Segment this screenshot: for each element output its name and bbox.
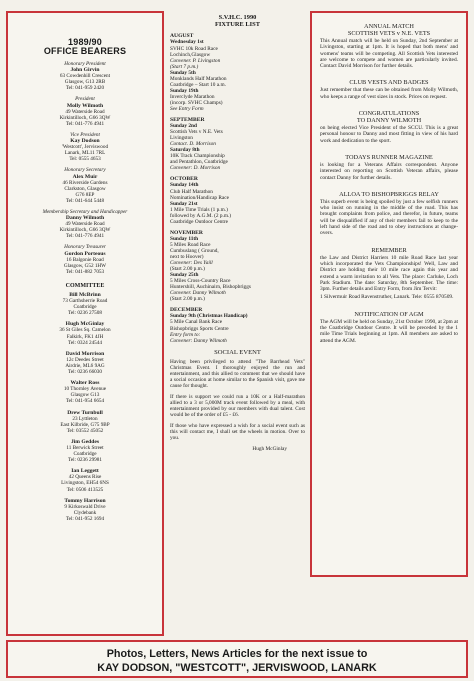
office-bearers-title — [14, 38, 156, 56]
committee-member-name: Bill McBrinn — [69, 292, 101, 298]
committee-member-address-line: Coatbridge — [73, 304, 97, 311]
fixture-line: Livingston — [170, 135, 193, 142]
fixture-month: DECEMBER — [170, 307, 203, 314]
office-bearer-address-line: Glasgow, G52 1HW — [63, 262, 107, 269]
committee-member-address-line: Falkirk, FK1 4JH — [66, 333, 104, 340]
office-bearer-role: President — [75, 96, 95, 103]
fixture-line: Scottish Vets v N.E. Vets — [170, 129, 223, 136]
office-bearer-name: Kay Dodson — [70, 138, 100, 145]
news-heading: REMEMBER — [371, 246, 407, 254]
fixture-date: Sunday 5th — [170, 69, 196, 76]
committee-title: COMMITTEE — [65, 282, 105, 289]
fixture-convener: See Entry Form — [170, 105, 204, 112]
office-bearer-address-line: Kirkintilloch, G66 3QW — [59, 227, 111, 234]
committee-member — [14, 321, 156, 345]
committee-member-name: Drew Turnbull — [67, 409, 103, 416]
fixture-line: (Start 2.00 p.m.) — [170, 296, 205, 303]
fixture-convener: Convener: D. Morrison — [170, 165, 221, 172]
office-bearer-role: Honorary President — [64, 61, 106, 67]
fixture-date: Sunday 25th — [170, 272, 199, 279]
committee-member — [14, 292, 156, 316]
news-heading: CLUB VESTS AND BADGES — [349, 79, 429, 87]
fixture-month: SEPTEMBER — [170, 117, 205, 124]
fixture-title-text: FIXTURE LIST — [215, 21, 260, 29]
fixture-line: Lochinch,Glasgow — [170, 51, 211, 58]
news-body: The AGM will be held on Sunday, 21st October 1990, at 2pm at the Coatbridge Outdoor Centre. It will be preceded by the 1 mile Time Trials beginning at 1pm. All members are asked to attend the AGM. — [320, 318, 458, 344]
office-bearer-address-line: Clarkston, Glasgow — [64, 185, 106, 192]
fixture-line: Huntershill, Auchinairn, Bishopbriggs — [170, 284, 251, 291]
committee-member-address-line: Tel: 03552 45052 — [66, 427, 104, 434]
fixture-line: 1 Mile Time Trials (1 p.m.) — [170, 206, 228, 213]
committee-member-address-line: 10 Thornley Avenue — [63, 386, 107, 393]
office-bearer-role: Honorary Secretary — [64, 167, 106, 174]
fixture-line: and Pentathlon, Coatbridge — [170, 159, 228, 166]
news-panel — [310, 11, 468, 577]
committee-member-name: Jim Geddes — [70, 438, 100, 445]
office-bearer-block — [14, 167, 156, 204]
fixture-date: Saturday 8th — [170, 147, 200, 154]
fixture-date: Sunday 2nd — [170, 123, 197, 130]
footer-line-1: Photos, Letters, News Articles for the next issue to — [106, 648, 368, 660]
committee-member-address-line: 9 Kirkoswald Drive — [64, 503, 106, 510]
committee-member — [14, 439, 156, 463]
news-body: This superb event is being spoiled by just a few selfish runners who insist on running in the middle of the road. This has brought complaints from police, and therefor, in future, teams will be disqualified if any of their members fail to keep to the left hand side of the road and to obey instructions at change-overs. — [320, 198, 458, 237]
fixture-line: Monklands Half Marathon — [170, 75, 227, 82]
news-heading: ALLOA TO BISHOPBRIGGS RELAY — [339, 190, 439, 198]
fixture-entry — [170, 147, 305, 171]
office-bearer-address-line: Kirkintilloch, G66 3QW — [59, 114, 111, 121]
committee-member — [14, 380, 156, 404]
fixture-list — [170, 33, 305, 343]
committee-member-address-line: Coatbridge — [73, 451, 97, 458]
fixture-convener: Convener: Des Yaill — [170, 260, 213, 267]
office-bearer-name: Alex Muir — [72, 173, 98, 180]
fixture-convener: Convener: Danny Wilmoth — [170, 337, 227, 344]
office-bearer-block — [14, 61, 156, 91]
office-bearer-address-line: 49 Waterside Road — [65, 108, 105, 115]
committee-member-address-line: 36 St Giles Sq. Camelon — [59, 327, 111, 334]
office-bearer-address-line: G76 8EP — [75, 191, 95, 198]
fixture-line: (incorp. SVHC Champs) — [170, 99, 223, 106]
committee-member-name: Walter Ross — [70, 380, 100, 387]
committee-member-address-line: Tel: 0506 413525 — [66, 486, 104, 493]
footer-line-2: KAY DODSON, "WESTCOTT", JERVISWOOD, LANARK — [97, 662, 377, 674]
office-bearer-address-line: 16 Balgonie Road — [66, 256, 104, 263]
fixture-entry — [170, 70, 305, 88]
fixture-line: next to Hoover) — [170, 254, 204, 260]
office-bearer-role: Honorary Treasurer — [64, 244, 106, 251]
office-bearer-address-line: Tel: 041-776 4941 — [65, 233, 105, 240]
fixture-convener: (Start 7 p.m.) — [170, 63, 199, 70]
fixture-entry — [170, 201, 305, 225]
fixture-line: Nomination/Handicap Race — [170, 194, 229, 201]
news-body: on being elected Vice President of the SCCU. This is a great personal honour to Danny and most fitting in view of his hard work and dedication to the sport. — [320, 125, 458, 144]
committee-member-address-line: 23 Lyttleton — [72, 415, 98, 422]
office-bearer-address-line: Tel: 041-959 2420 — [65, 85, 105, 92]
social-signature: Hugh McGinlay — [252, 446, 287, 453]
fixture-convener: Convener. Danny Wilmoth — [170, 290, 226, 297]
news-body: the Law and District Harriers 10 mile Road Race last year which incorporated the Vets Championships! Well, Law and District are holding their 10 mile race again this year and extend a warm invitation to all Vets. The place: Carluke, Loch Park Stadium. The date: Saturday, 8th September. The time: 3pm. Further details and Entry Form, from Jim Tervit: — [320, 254, 458, 293]
office-bearer-role: Membership Secretary and Handicapper — [42, 208, 128, 215]
office-bearer-block — [14, 96, 156, 126]
fixture-convener: Contact. D. Morrison — [170, 141, 216, 148]
news-body: is looking for a Veterans Affairs correspondent. Anyone interested on reporting on Scottish Veteran affairs, please contact Danny for further details. — [320, 161, 458, 181]
office-bearer-block — [14, 209, 156, 239]
fixture-line: SVHC 10k Road Race — [170, 45, 218, 52]
office-bearers-panel — [6, 11, 164, 636]
committee-member-address-line: 11 Berwick Street — [66, 444, 104, 451]
committee-member-address-line: Airdrie, ML6 9AG — [65, 362, 105, 369]
fixture-line: 10K Track Championship — [170, 153, 225, 160]
news-list — [312, 23, 466, 344]
fixture-month: OCTOBER — [170, 176, 198, 183]
fixture-date: Sunday 11th — [170, 235, 199, 242]
news-body: This Annual match will be held on Sunday, 2nd September at Livingston, starting at 1pm. It is hoped that both mens' and womens' teams will be competing. All Scottish Vets interested are welcome to compete and women are particularly invited. Contact David Morrison for further details. — [320, 38, 458, 70]
office-bearer-address-line: Tel: 0555 4653 — [69, 156, 101, 163]
committee-member-address-line: Tel: 0236 27508 — [68, 310, 102, 317]
committee-member-name: David Morrison — [65, 350, 105, 357]
committee-member-address-line: Glasgow G13 — [70, 392, 100, 399]
committee-member-address-line: East Kilbride, G75 9BP — [60, 421, 110, 428]
committee-member — [14, 468, 156, 492]
fixture-line: Cumbuslang ( Ground, — [170, 247, 219, 254]
fixture-line: 5 Miles Road Race — [170, 241, 211, 248]
news-heading: NOTIFICATION OF AGM — [354, 310, 424, 318]
fixture-entry — [170, 182, 305, 200]
news-heading: CONGRATULATIONS TO DANNY WILMOTH — [356, 110, 422, 125]
social-event-title: SOCIAL EVENT — [214, 348, 261, 356]
office-bearer-address-line: 49 Waterside Road — [65, 221, 105, 228]
committee-member-address-line: Tel: 0324 24544 — [68, 339, 102, 346]
social-event-body — [170, 359, 305, 442]
fixture-date: Wednesday 1st — [170, 39, 204, 46]
social-paragraph: Having been privileged to attend "The Barrhead Vets" Christmas Event. I thoroughly enjoyed the run and entertainment, and this allied to comment that we should have a social occasion at home similar to the Spanish visit, gave me cause for thought. — [170, 358, 305, 389]
social-paragraph: If those who have expressed a wish for a social event such as this will contact me, I shall set the wheels in motion. Over to you. — [170, 423, 305, 442]
fixture-line: Inverclyde Marathon — [170, 93, 215, 100]
office-bearer-address-line: Tel: 041-644 5448 — [65, 197, 105, 204]
committee-member-name: Tommy Harrison — [64, 497, 106, 504]
fixture-convener: Entry form to: — [170, 331, 201, 338]
committee-member — [14, 498, 156, 522]
fixture-date: Sunday 9th (Christmas Handicap) — [170, 313, 248, 320]
office-bearer-name: Danny Wilmoth — [65, 215, 105, 222]
office-bearer-name: Molly Wilmoth — [66, 102, 104, 109]
fixture-entry — [170, 88, 305, 112]
committee-list — [14, 292, 156, 522]
office-bearer-address-line: Tel: 041-776 4941 — [65, 120, 105, 127]
fixture-title-year: S.V.H.C. 1990 — [218, 14, 257, 21]
committee-member-address-line: Tel: 0236 29981 — [68, 457, 102, 464]
fixture-line: Club Half Marathon — [170, 188, 213, 195]
fixture-line: (Start 2.00 p.m.) — [170, 266, 205, 273]
committee-member — [14, 351, 156, 375]
fixture-entry — [170, 272, 305, 302]
fixture-entry — [170, 123, 305, 147]
committee-member-name: Ian Leggett — [71, 468, 99, 475]
committee-member-address-line: 12c Deedes Street — [66, 356, 104, 363]
committee-member-address-line: Tel: 041-952 1694 — [65, 515, 105, 522]
committee-member-address-line: Clydebank — [73, 509, 97, 516]
committee-member-address-line: Tel: 0236 66030 — [68, 369, 102, 376]
fixture-entry — [170, 313, 305, 343]
office-bearer-role: Vice President — [70, 131, 100, 138]
fixture-column — [170, 14, 305, 452]
office-bearer-block — [14, 132, 156, 162]
fixture-entry — [170, 236, 305, 272]
office-bearer-name: Gordon Porteous — [64, 250, 106, 257]
fixture-date: Sunday 14th — [170, 182, 199, 189]
fixture-date: Sunday 19th — [170, 87, 199, 94]
office-bearer-address-line: 63 Cowdenhill Crescent — [59, 73, 111, 80]
fixture-line: Coatbridge – Start 10 a.m. — [170, 81, 226, 88]
fixture-month: AUGUST — [170, 33, 194, 40]
fixture-line: 5 Miles Cross-Country Race — [170, 278, 231, 285]
news-heading: TODAYS RUNNER MAGAZINE — [345, 153, 433, 161]
committee-member-name: Hugh McGinlay — [65, 321, 105, 328]
fixture-entry — [170, 39, 305, 69]
fixture-line: followed by A.G.M. (2 p.m.) — [170, 212, 232, 219]
news-body: 1 Silvermuir Road Ravenstruther, Lanark. Tele: 0555 870509. — [320, 294, 454, 301]
fixture-line: 5 Mile Canal Bank Race — [170, 319, 223, 326]
fixture-month: NOVEMBER — [170, 229, 203, 236]
office-bearers-list — [14, 61, 156, 275]
committee-member-address-line: 42 Queens Rise — [68, 474, 102, 481]
fixture-line: Coatbridge Outdoor Centre — [170, 218, 228, 225]
office-bearer-address-line: 'Westcott', Jerviswood — [61, 144, 109, 151]
office-bearer-name: John Girvin — [70, 67, 100, 74]
title-text: OFFICE BEARERS — [43, 46, 127, 56]
fixture-title — [170, 14, 305, 28]
fixture-date: Sunday 21st — [170, 200, 198, 207]
office-bearer-address-line: Tel: 041-882 7053 — [65, 268, 105, 275]
news-body: Just remember that these can be obtained from Molly Wilmoth, who keeps a range of vest sizes in stock. Prices on request. — [320, 87, 458, 100]
office-bearer-block — [14, 244, 156, 274]
office-bearer-address-line: Glasgow, G13 2RB — [64, 79, 106, 86]
title-year: 1989/90 — [68, 37, 102, 47]
office-bearer-address-line: 46 Riverside Gardens — [62, 179, 108, 186]
committee-member-address-line: 73 Garthsherrie Road — [62, 298, 108, 305]
committee-member-address-line: Tel: 041-954 6654 — [65, 398, 105, 405]
footer-banner — [6, 640, 468, 678]
news-heading: ANNUAL MATCH SCOTTISH VETS v N.E. VETS — [347, 23, 431, 37]
fixture-line: Bishopbriggs Sports Centre — [170, 325, 229, 332]
committee-member — [14, 410, 156, 434]
committee-member-address-line: Livingston, EH54 6NS — [61, 480, 109, 487]
social-paragraph: If there is support we could run a 10K or a Half-marathon allied to a 3 or 5,000M track event followed by a meal, with entertainment provided by our members with dual talent. Cost would be of the order of £5 - £6. — [170, 393, 305, 419]
office-bearer-address-line: Lanark, ML11 7RL — [64, 150, 106, 157]
fixture-convener: Convener. P. Livingston — [170, 57, 221, 64]
